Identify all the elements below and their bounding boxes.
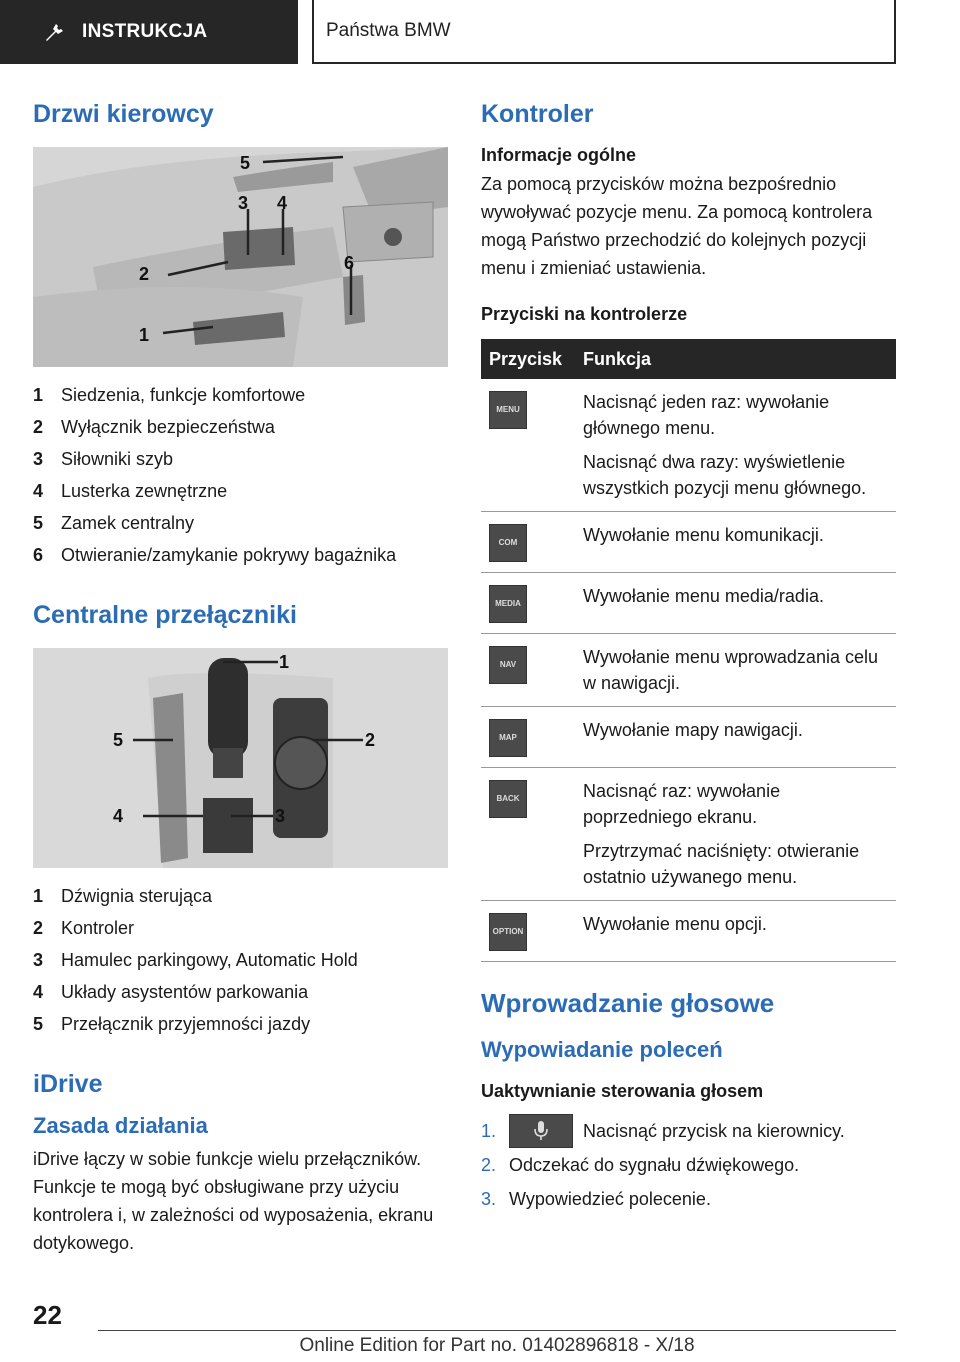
- table-row: OPTION Wywołanie menu opcji.: [481, 901, 896, 962]
- voice-subtitle: Wypowiadanie poleceń: [481, 1037, 723, 1062]
- footer-edition: Online Edition for Part no. 01402896818 - X/18: [98, 1330, 896, 1357]
- svg-text:1: 1: [279, 652, 290, 672]
- table-row: MEDIA Wywołanie menu media/radia.: [481, 573, 896, 634]
- voice-steps: [481, 1114, 896, 1216]
- list-item: 1. Nacisnąć przycisk na kierownicy.: [481, 1114, 896, 1148]
- left-column: [33, 100, 448, 1257]
- chapter-title: Państwa BMW: [312, 0, 896, 64]
- table-row: MAP Wywołanie mapy nawigacji.: [481, 707, 896, 768]
- option-key-icon: OPTION: [489, 913, 527, 951]
- door-legend: [33, 379, 448, 571]
- list-item: 3 Siłowniki szyb: [33, 449, 174, 469]
- svg-text:2: 2: [365, 730, 376, 750]
- list-item: 3 Hamulec parkingowy, Automatic Hold: [33, 950, 358, 970]
- list-item: 2 Wyłącznik bezpieczeństwa: [33, 417, 275, 437]
- idrive-subtitle: Zasada działania: [33, 1113, 208, 1138]
- idrive-text: iDrive łączy w sobie funkcje wielu przełączników. Funkcje te mogą być obsługiwane przy użyciu kontrolera i, w zależności od wyposażenia, ekranu dotykowego.: [33, 1149, 434, 1253]
- column-header-button: Przycisk: [481, 339, 575, 379]
- svg-text:3: 3: [275, 806, 286, 826]
- list-item: 2 Kontroler: [33, 918, 135, 938]
- wrench-icon: [42, 20, 66, 44]
- list-item: 4 Układy asystentów parkowania: [33, 982, 309, 1002]
- buttons-heading: Przyciski na kontrolerze: [481, 304, 688, 324]
- svg-text:4: 4: [277, 193, 288, 213]
- list-item: 1 Dźwignia sterująca: [33, 886, 213, 906]
- page-number: 22: [33, 1300, 62, 1330]
- list-item: 5 Zamek centralny: [33, 513, 195, 533]
- column-header-function: Funkcja: [575, 339, 896, 379]
- list-item: 3. Wypowiedzieć polecenie.: [481, 1189, 711, 1209]
- page-header: [0, 0, 960, 66]
- table-row: COM Wywołanie menu komunikacji.: [481, 512, 896, 573]
- controller-buttons-table: [481, 339, 896, 962]
- general-heading: Informacje ogólne: [481, 145, 637, 165]
- svg-text:5: 5: [113, 730, 124, 750]
- console-legend: [33, 880, 448, 1040]
- svg-text:5: 5: [240, 153, 251, 173]
- table-header-row: [481, 339, 896, 379]
- microphone-icon: [509, 1114, 573, 1148]
- table-row: NAV Wywołanie menu wprowadzania celu w nawigacji.: [481, 634, 896, 707]
- back-key-icon: BACK: [489, 780, 527, 818]
- list-item: 6 Otwieranie/zamykanie pokrywy bagażnika: [33, 545, 397, 565]
- manual-tab[interactable]: [0, 0, 298, 64]
- svg-text:2: 2: [139, 264, 150, 284]
- svg-text:4: 4: [113, 806, 124, 826]
- table-row: MENU Nacisnąć jeden raz: wywołanie głównego menu. Nacisnąć dwa razy: wyświetlenie wszystkich pozycji menu głównego.: [481, 379, 896, 512]
- map-key-icon: MAP: [489, 719, 527, 757]
- svg-text:1: 1: [139, 325, 150, 345]
- svg-text:6: 6: [344, 253, 355, 273]
- menu-key-icon: MENU: [489, 391, 527, 429]
- list-item: 5 Przełącznik przyjemności jazdy: [33, 1014, 311, 1034]
- voice-section-title: Wprowadzanie głosowe: [481, 988, 775, 1018]
- center-console-photo: [33, 648, 448, 868]
- console-section-title: Centralne przełączniki: [33, 601, 297, 629]
- manual-tab-label: INSTRUKCJA: [82, 21, 208, 42]
- door-section-title: Drzwi kierowcy: [33, 100, 214, 128]
- com-key-icon: COM: [489, 524, 527, 562]
- list-item: 1 Siedzenia, funkcje komfortowe: [33, 385, 306, 405]
- driver-door-photo: [33, 147, 448, 367]
- svg-text:3: 3: [238, 193, 249, 213]
- idrive-section-title: iDrive: [33, 1070, 103, 1098]
- list-item: 2. Odczekać do sygnału dźwiękowego.: [481, 1155, 800, 1175]
- table-row: BACK Nacisnąć raz: wywołanie poprzedniego ekranu. Przytrzymać naciśnięty: otwieranie ostatnio używanego menu.: [481, 768, 896, 901]
- right-column: [481, 100, 896, 1216]
- nav-key-icon: NAV: [489, 646, 527, 684]
- media-key-icon: MEDIA: [489, 585, 527, 623]
- controller-section-title: Kontroler: [481, 100, 594, 128]
- general-text: Za pomocą przycisków można bezpośrednio wywoływać pozycje menu. Za pomocą kontrolera mogą Państwo przechodzić do kolejnych pozycji menu i zmieniać ustawienia.: [481, 174, 873, 278]
- list-item: 4 Lusterka zewnętrzne: [33, 481, 228, 501]
- voice-heading: Uaktywnianie sterowania głosem: [481, 1081, 764, 1101]
